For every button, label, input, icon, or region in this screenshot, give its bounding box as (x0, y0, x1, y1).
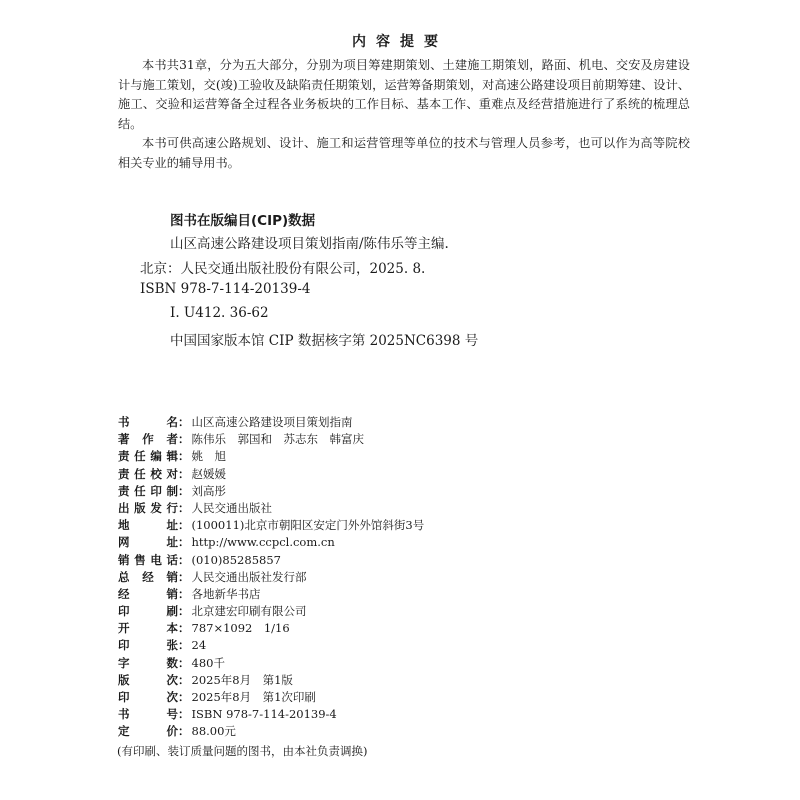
cip-line: Ⅰ. U412. 36-62 (170, 305, 269, 321)
detail-row (118, 517, 424, 534)
detail-row (118, 483, 424, 500)
summary-section (118, 56, 690, 174)
detail-colon: ： (178, 621, 190, 636)
detail-colon: ： (178, 466, 190, 481)
detail-value: 2025年8月 第1版 (191, 672, 293, 687)
detail-label: 开本 (118, 621, 178, 636)
detail-value: (100011)北京市朝阳区安定门外外馆斜街3号 (191, 518, 425, 533)
detail-row (118, 552, 424, 569)
detail-row (118, 689, 424, 706)
detail-label: 出版发行 (118, 500, 178, 515)
cip-line: 北京：人民交通出版社股份有限公司，2025. 8. (140, 261, 426, 277)
detail-value: 姚 旭 (191, 449, 226, 464)
detail-colon: ： (178, 707, 190, 722)
detail-label: 书号 (118, 707, 178, 722)
detail-label: 销售电话 (118, 552, 178, 567)
detail-row (118, 466, 424, 483)
publication-details-section (118, 414, 424, 760)
detail-colon: ： (178, 655, 190, 670)
detail-colon: ： (178, 500, 190, 515)
detail-value: 人民交通出版社发行部 (191, 569, 307, 584)
detail-colon: ： (178, 604, 190, 619)
summary-paragraph: 本书可供高速公路规划、设计、施工和运营管理等单位的技术与管理人员参考，也可以作为高等院校相关专业的辅导用书。 (118, 136, 690, 170)
detail-label: 地址 (118, 518, 178, 533)
cip-line: ISBN 978-7-114-20139-4 (140, 281, 311, 297)
detail-colon: ： (178, 569, 190, 584)
detail-row (118, 569, 424, 586)
detail-value: 陈伟乐 郭国和 苏志东 韩富庆 (191, 432, 364, 447)
detail-row (118, 637, 424, 654)
detail-colon: ： (178, 449, 190, 464)
detail-colon: ： (178, 432, 190, 447)
detail-value: 24 (191, 638, 207, 653)
detail-value: 赵媛媛 (191, 466, 226, 481)
detail-colon: ： (178, 690, 190, 704)
summary-paragraph: 本书共31章，分为五大部分，分别为项目筹建期策划、土建施工期策划，路面、机电、交安及房建设计与施工策划，交(竣)工验收及缺陷责任期策划，运营筹备期策划，对高速公路建设项目前期筹建、设计、施工、交验和运营筹备全过程各业务板块的工作目标、基本工作、重难点及经营措施进行了系统的梳理总结。 (118, 58, 690, 131)
detail-value: 787×1092 1/16 (191, 621, 290, 636)
detail-value: 山区高速公路建设项目策划指南 (191, 415, 353, 429)
detail-row (118, 414, 424, 431)
detail-label: 著作者 (118, 432, 178, 447)
detail-label: 印张 (118, 638, 178, 653)
detail-value: (010)85285857 (191, 552, 281, 567)
detail-value: 各地新华书店 (191, 586, 261, 601)
detail-colon: ： (178, 638, 190, 653)
publication-details (118, 414, 424, 741)
cip-line: 中国国家版本馆 CIP 数据核字第 2025NC6398 号 (170, 333, 479, 349)
detail-row (118, 534, 424, 551)
detail-label: 版次 (118, 672, 178, 687)
detail-colon: ： (178, 518, 190, 533)
detail-label: 印刷 (118, 604, 178, 619)
detail-row (118, 655, 424, 672)
detail-value: 人民交通出版社 (191, 500, 272, 515)
detail-value: 北京建宏印刷有限公司 (191, 604, 307, 619)
detail-colon: ： (178, 415, 190, 429)
detail-label: 经销 (118, 586, 178, 601)
detail-label: 字数 (118, 655, 178, 670)
detail-row (118, 706, 424, 723)
detail-row (118, 586, 424, 603)
detail-colon: ： (178, 672, 190, 687)
detail-label: 印次 (118, 690, 178, 704)
detail-label: 书名 (118, 415, 178, 429)
detail-colon: ： (178, 552, 190, 567)
detail-row (118, 672, 424, 689)
detail-colon: ： (178, 483, 190, 498)
detail-value: ISBN 978-7-114-20139-4 (191, 707, 337, 722)
detail-value: 88.00元 (191, 724, 236, 739)
quality-note: (有印刷、装订质量问题的图书，由本社负责调换) (117, 743, 368, 758)
detail-row (118, 603, 424, 620)
summary-title: 内容提要 (352, 34, 448, 50)
detail-row (118, 431, 424, 448)
detail-value: 2025年8月 第1次印刷 (191, 690, 316, 704)
detail-colon: ： (178, 586, 190, 601)
detail-colon: ： (178, 724, 190, 739)
detail-value: http://www.ccpcl.com.cn (191, 535, 335, 550)
detail-row (118, 620, 424, 637)
detail-row (118, 448, 424, 465)
detail-label: 网址 (118, 535, 178, 550)
detail-row (118, 723, 424, 740)
cip-line: 山区高速公路建设项目策划指南/陈伟乐等主编. (170, 236, 449, 252)
detail-label: 总经销 (118, 569, 178, 584)
detail-value: 刘高彤 (191, 483, 226, 498)
detail-value: 480千 (191, 655, 225, 670)
detail-label: 定价 (118, 724, 178, 739)
cip-heading: 图书在版编目(CIP)数据 (170, 213, 316, 229)
detail-colon: ： (178, 535, 190, 550)
detail-label: 责任印制 (118, 483, 178, 498)
detail-row (118, 500, 424, 517)
detail-label: 责任编辑 (118, 449, 178, 464)
detail-label: 责任校对 (118, 466, 178, 481)
